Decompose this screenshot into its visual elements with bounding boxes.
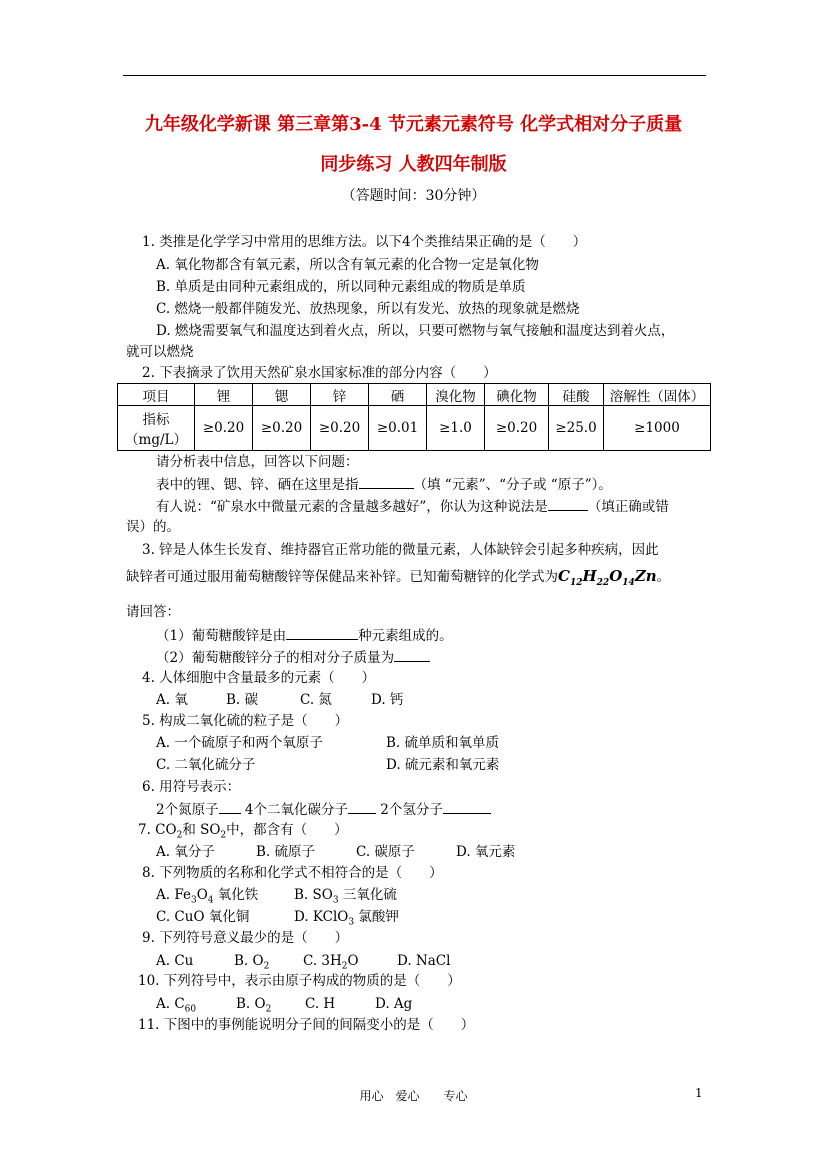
q2-sub2 — [156, 497, 669, 516]
table-value-cell: ≥1.0 — [427, 406, 485, 451]
q1-option-d: D. 燃烧需要氧气和温度达到着火点，所以，只要可燃物与氧气接触和温度达到着火点， — [156, 323, 675, 339]
q9-option-b: B. $O_2$ — [234, 953, 270, 972]
q7-option-b: B. 硫原子 — [256, 844, 316, 860]
q5-option-d: D. 硫元素和氧元素 — [386, 757, 500, 773]
table-value-cell: ≥0.20 — [253, 406, 311, 451]
q1-option-b: B. 单质是由同种元素组成的，所以同种元素组成的物质是单质 — [156, 279, 526, 295]
page-title-line-2: 同步练习 人教四年制版 — [320, 154, 507, 175]
q7-stem: 7. $CO_2$和 $SO_2$中，都含有（ ） — [138, 822, 348, 841]
q3-end-mark: 。 — [656, 569, 671, 585]
q4-option-a: A. 氧 — [156, 692, 188, 708]
q8-option-a: A. $Fe_3O_4$ 氧化铁 — [156, 887, 259, 906]
table-header-cell: 溶解性（固体） — [604, 384, 711, 406]
q6-part-1: 2个氮原子 — [156, 802, 219, 818]
answer-blank[interactable] — [394, 648, 430, 662]
answer-blank[interactable] — [443, 800, 491, 814]
q9-option-d: D. NaCl — [397, 953, 451, 969]
q2-sub2-text-end: （填正确或错 — [587, 499, 669, 515]
table-value-cell: ≥1000 — [604, 406, 711, 451]
answer-blank[interactable] — [219, 800, 241, 814]
q6-line — [156, 800, 491, 819]
q5-option-b: B. 硫单质和氧单质 — [386, 735, 500, 751]
q3-sub1 — [156, 626, 453, 645]
table-header-cell: 溴化物 — [427, 384, 485, 406]
page-footer: 用心 爱心 专心 — [359, 1089, 468, 1103]
zinc-gluconate-formula: $C_{12}H_{22}O_{14}Zn$ — [558, 567, 657, 588]
answer-blank[interactable] — [548, 497, 588, 511]
q2-stem: 2. 下表摘录了饮用天然矿泉水国家标准的部分内容（ ） — [142, 365, 497, 381]
q3-sub1-text: （1）葡萄糖酸锌是由 — [156, 628, 287, 644]
q3-sub2-text: （2）葡萄糖酸锌分子的相对分子质量为 — [156, 650, 395, 666]
row-label-line-2: （mg/L） — [125, 432, 187, 448]
q3-sub1-text-end: 种元素组成的。 — [358, 628, 453, 644]
answer-blank[interactable] — [286, 626, 358, 640]
answer-blank[interactable] — [348, 800, 376, 814]
q10-stem: 10. 下列符号中，表示由原子构成的物质的是（ ） — [138, 973, 461, 989]
q2-instruction: 请分析表中信息，回答以下问题： — [156, 454, 359, 470]
header-rule — [123, 75, 706, 76]
q2-sub1-text: 表中的锂、锶、锌、硒在这里是指 — [156, 477, 359, 493]
q3-sub2 — [156, 648, 430, 667]
q10-option-c: C. H — [305, 996, 336, 1012]
q5-stem: 5. 构成二氧化硫的粒子是（ ） — [142, 713, 349, 729]
q4-option-c: C. 氮 — [300, 692, 332, 708]
q5-option-a: A. 一个硫原子和两个氧原子 — [156, 735, 323, 751]
table-value-cell: ≥25.0 — [549, 406, 604, 451]
table-value-cell: ≥0.20 — [195, 406, 253, 451]
q1-option-c: C. 燃烧一般都伴随发光、放热现象，所以有发光、放热的现象就是燃烧 — [156, 301, 580, 317]
page-number: 1 — [695, 1086, 703, 1100]
q2-sub1 — [156, 475, 612, 494]
q6-part-2: 4个二氧化碳分子 — [244, 802, 348, 818]
q4-option-b: B. 碳 — [226, 692, 259, 708]
q10-option-a: A. $C_{60}$ — [156, 996, 197, 1015]
q8-stem: 8. 下列物质的名称和化学式不相符合的是（ ） — [142, 865, 443, 881]
table-header-cell: 项目 — [118, 384, 195, 406]
answer-blank[interactable] — [359, 475, 414, 489]
table-header-cell: 锶 — [253, 384, 311, 406]
q3-line-2-text: 缺锌者可通过服用葡萄糖酸锌等保健品来补锌。已知葡萄糖锌的化学式为 — [126, 569, 558, 585]
table-header-cell: 硒 — [369, 384, 427, 406]
q9-stem: 9. 下列符号意义最少的是（ ） — [142, 930, 349, 946]
table-value-cell: ≥0.20 — [485, 406, 549, 451]
q11-stem: 11. 下图中的事例能说明分子间的间隔变小的是（ ） — [138, 1017, 475, 1033]
row-label-line-1: 指标 — [142, 412, 170, 428]
q3-line-1: 3. 锌是人体生长发育、维持器官正常功能的微量元素，人体缺锌会引起多种疾病，因此 — [142, 542, 659, 558]
mineral-water-standard-table — [117, 383, 711, 451]
table-header-cell: 碘化物 — [485, 384, 549, 406]
q8-option-c: C. CuO 氧化铜 — [156, 909, 250, 925]
q10-option-b: B. $O_2$ — [236, 996, 272, 1015]
q1-option-a: A. 氧化物都含有氧元素，所以含有氧元素的化合物一定是氧化物 — [156, 257, 539, 273]
q7-option-a: A. 氧分子 — [156, 844, 215, 860]
q2-sub2-text: 有人说：“矿泉水中微量元素的含量越多越好”，你认为这种说法是 — [156, 499, 548, 515]
table-value-cell: ≥0.01 — [369, 406, 427, 451]
q3-ask: 请回答： — [126, 604, 180, 620]
table-header-cell: 硅酸 — [549, 384, 604, 406]
answer-time: （答题时间：30分钟） — [341, 188, 486, 204]
table-header-cell: 锌 — [311, 384, 369, 406]
q4-option-d: D. 钙 — [371, 692, 404, 708]
q4-stem: 4. 人体细胞中含量最多的元素（ ） — [142, 670, 376, 686]
q3-line-2 — [126, 567, 670, 592]
q9-option-a: A. Cu — [156, 953, 194, 969]
q2-sub2-cont: 误）的。 — [126, 519, 180, 535]
table-row-label — [118, 406, 195, 451]
q9-option-c: C. $3H_2O$ — [303, 953, 359, 972]
q10-option-d: D. Ag — [375, 996, 413, 1012]
q6-part-3: 2个氢分子 — [380, 802, 443, 818]
table-header-cell: 锂 — [195, 384, 253, 406]
q7-option-d: D. 氧元素 — [456, 844, 516, 860]
q1-stem: 1. 类推是化学学习中常用的思维方法。以下4个类推结果正确的是（ ） — [142, 234, 587, 250]
q2-sub1-text-end: （填 “元素”、“分子或 “原子”）。 — [413, 477, 612, 493]
q1-option-d-cont: 就可以燃烧 — [126, 344, 194, 360]
page-title-line-1: 九年级化学新课 第三章第3-4 节元素元素符号 化学式相对分子质量 — [144, 114, 683, 135]
q8-option-b: B. $SO_3$ 三氧化硫 — [294, 887, 397, 906]
q8-option-d: D. KClO$_3$ 氯酸钾 — [294, 909, 399, 928]
table-value-cell: ≥0.20 — [311, 406, 369, 451]
q6-stem: 6. 用符号表示： — [142, 779, 241, 795]
q7-option-c: C. 碳原子 — [356, 844, 415, 860]
q5-option-c: C. 二氧化硫分子 — [156, 757, 256, 773]
